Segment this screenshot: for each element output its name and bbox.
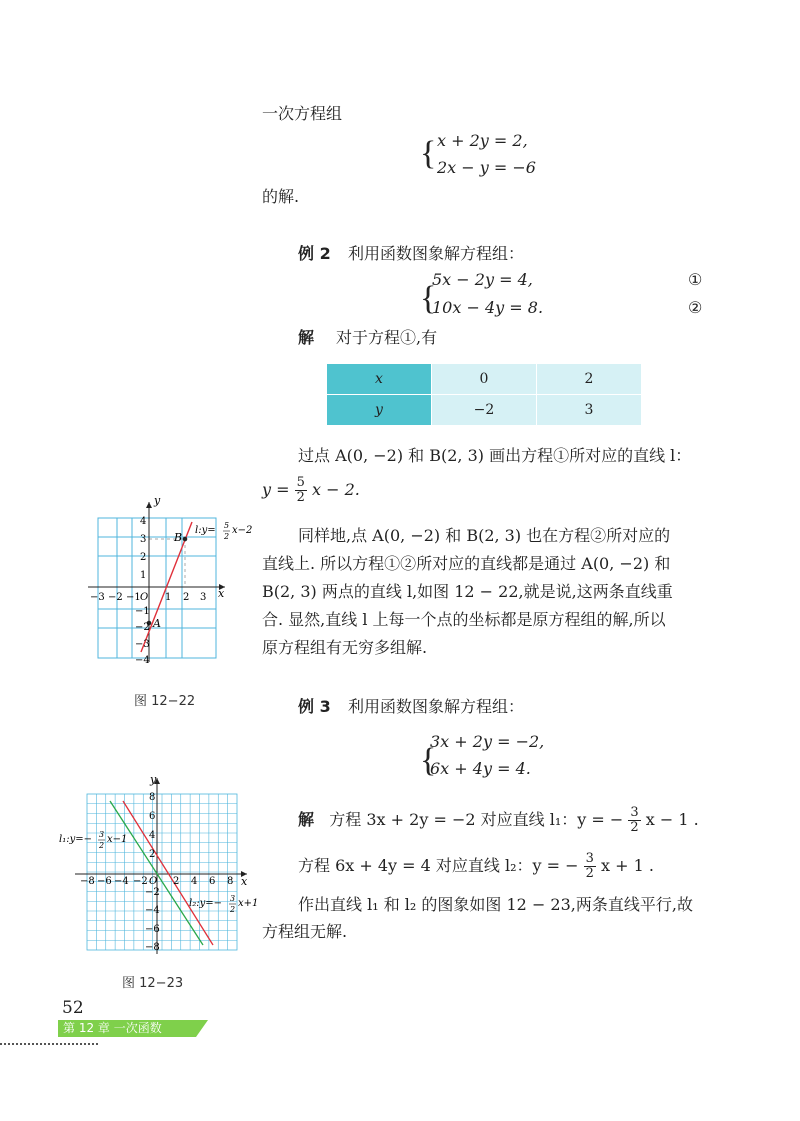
l2-label: l₂:y=−: [189, 898, 222, 909]
table-cell: −2: [432, 395, 537, 426]
example3-solution1: [298, 806, 699, 835]
example2-tag2: ②: [688, 298, 703, 317]
example3-solution-label: 解: [298, 810, 315, 829]
y-tick: 8: [149, 792, 156, 803]
y-tick: 4: [149, 830, 156, 841]
y-tick: −3: [135, 639, 150, 650]
example3-para-line2: 方程组无解.: [262, 922, 348, 941]
example2-eq1: 5x − 2y = 4,: [432, 270, 533, 289]
point-b-label: B: [174, 531, 183, 544]
line-equation: [262, 476, 360, 505]
example3-brace: {: [420, 742, 437, 779]
y-tick: 1: [140, 570, 147, 581]
y-tick: 2: [149, 849, 156, 860]
sol2-suffix: x + 1 .: [601, 856, 654, 875]
x-tick: −6: [97, 876, 112, 887]
x-tick: 6: [209, 876, 216, 887]
page-number: 52: [62, 998, 84, 1018]
y-tick: −4: [135, 655, 150, 666]
example2-solution-intro: 对于方程①,有: [336, 328, 438, 347]
x-tick: 4: [191, 876, 198, 887]
l2-num: 3: [230, 894, 236, 903]
figure-12-22: [80, 490, 265, 670]
fig1-line-label: l:y=: [195, 525, 216, 536]
fig1-line-num: 5: [224, 521, 230, 530]
y-tick: −1: [135, 606, 150, 617]
fig2-x-label: x: [241, 875, 248, 888]
example2-title: 利用函数图象解方程组：: [348, 244, 525, 263]
fraction-numerator: 3: [630, 805, 639, 820]
y-tick: −6: [145, 924, 160, 935]
example2-solution-label: 解: [298, 328, 315, 347]
y-tick: 2: [140, 552, 147, 563]
x-tick: 2: [183, 592, 190, 603]
fig1-origin: O: [140, 592, 149, 603]
figure-12-23: [55, 770, 265, 962]
y-tick: 4: [140, 516, 147, 527]
l1-tail: x−1: [107, 834, 128, 845]
example2-para2-line1: 同样地,点 A(0, −2) 和 B(2, 3) 也在方程②所对应的: [298, 526, 671, 545]
l1-den: 2: [99, 841, 105, 850]
x-tick: 2: [173, 876, 180, 887]
example2-para1: 过点 A(0, −2) 和 B(2, 3) 画出方程①所对应的直线 l：: [298, 446, 692, 465]
line-eq-fraction: [295, 476, 307, 505]
sol2-fraction: [584, 852, 596, 881]
x-tick: −1: [126, 592, 141, 603]
line-eq-suffix: x − 2.: [312, 480, 360, 499]
y-tick: −8: [145, 942, 160, 953]
example3-eq2: 6x + 4y = 4.: [430, 759, 531, 778]
l2-den: 2: [230, 905, 236, 914]
intro-brace: {: [420, 135, 437, 172]
fig1-line-den: 2: [224, 532, 230, 541]
fig1-line-tail: x−2: [232, 525, 253, 536]
intro-line2: 的解.: [262, 187, 300, 206]
table-cell: 3: [537, 395, 642, 426]
fig1-y-label: y: [154, 494, 161, 507]
fraction-numerator: 3: [585, 851, 594, 866]
intro-eq2: 2x − y = −6: [437, 158, 536, 177]
chapter-label: 第 12 章 一次函数: [63, 1021, 162, 1035]
example3-title: 利用函数图象解方程组：: [348, 697, 525, 716]
fraction-denominator: 2: [296, 490, 305, 505]
value-table: [326, 363, 642, 426]
x-tick: 8: [227, 876, 234, 887]
fraction-numerator: 5: [296, 475, 305, 490]
figure-12-22-caption: 图 12−22: [134, 694, 196, 709]
example3-solution2: [298, 852, 654, 881]
table-cell: 0: [432, 364, 537, 395]
l1-num: 3: [99, 830, 105, 839]
example3-label: 例 3: [298, 697, 331, 716]
example2-brace: {: [420, 280, 437, 317]
point-a-label: A: [153, 617, 161, 630]
x-tick: −3: [90, 592, 105, 603]
sol1-prefix: 方程 3x + 2y = −2 对应直线 l₁：y = −: [329, 810, 624, 829]
intro-line1: 一次方程组: [262, 104, 343, 123]
x-tick: −2: [108, 592, 123, 603]
example2-eq2: 10x − 4y = 8.: [432, 298, 544, 317]
example2-para2-line4: 合. 显然,直线 l 上每一个点的坐标都是原方程组的解,所以: [262, 610, 666, 629]
fraction-denominator: 2: [585, 866, 594, 881]
y-tick: −2: [145, 887, 160, 898]
y-tick: −4: [145, 905, 160, 916]
sol2-prefix: 方程 6x + 4y = 4 对应直线 l₂：y = −: [298, 856, 579, 875]
table-header-x: x: [327, 364, 432, 395]
l2-tail: x+1: [238, 898, 259, 909]
figure-12-23-caption: 图 12−23: [122, 976, 184, 991]
y-tick: −2: [135, 622, 150, 633]
sol1-suffix: x − 1 .: [645, 810, 699, 829]
y-tick: 6: [149, 811, 156, 822]
example3-eq1: 3x + 2y = −2,: [430, 732, 545, 751]
example2-label: 例 2: [298, 244, 331, 263]
fig2-y-label: y: [150, 773, 157, 786]
footer-dots: [0, 1043, 98, 1045]
example2-para2-line5: 原方程组有无穷多组解.: [262, 638, 428, 657]
x-tick: −2: [133, 876, 148, 887]
line-eq-prefix: y =: [262, 480, 290, 499]
x-tick: −8: [80, 876, 95, 887]
example2-para2-line3: B(2, 3) 两点的直线 l,如图 12 − 22,就是说,这两条直线重: [262, 582, 673, 601]
table-header-y: y: [327, 395, 432, 426]
example3-para-line1: 作出直线 l₁ 和 l₂ 的图象如图 12 − 23,两条直线平行,故: [298, 895, 693, 914]
example2-para2-line2: 直线上. 所以方程①②所对应的直线都是通过 A(0, −2) 和: [262, 554, 671, 573]
intro-eq1: x + 2y = 2,: [437, 131, 528, 150]
fig2-origin: O: [149, 876, 158, 887]
example2-tag1: ①: [688, 270, 703, 289]
table-cell: 2: [537, 364, 642, 395]
x-tick: −4: [114, 876, 129, 887]
l1-label: l₁:y=−: [59, 834, 92, 845]
x-tick: 1: [165, 592, 172, 603]
fraction-denominator: 2: [630, 820, 639, 835]
y-tick: 3: [140, 534, 147, 545]
x-tick: 3: [200, 592, 207, 603]
fig1-x-label: x: [218, 587, 225, 600]
fine-grid: [87, 794, 237, 950]
sol1-fraction: [628, 806, 640, 835]
